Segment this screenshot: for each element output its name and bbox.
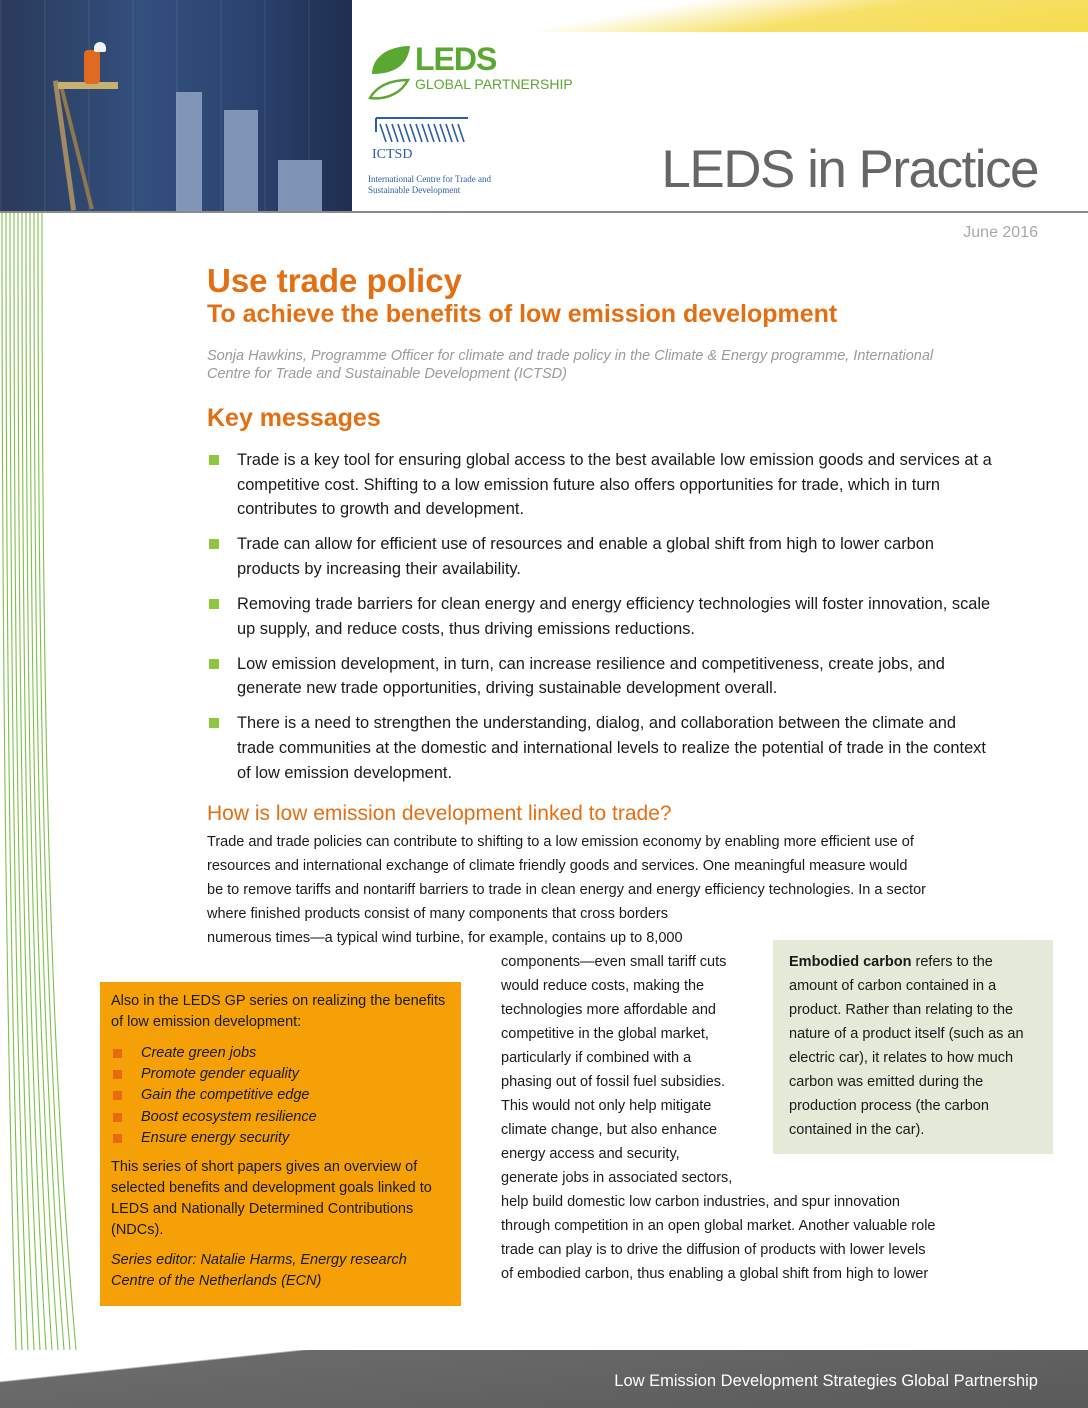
ictsd-mark-icon xyxy=(374,114,470,146)
definition-box xyxy=(773,940,1053,1154)
photo-letter-shape xyxy=(224,110,258,211)
article-subtitle: To achieve the benefits of low emission development xyxy=(207,300,838,328)
series-item xyxy=(111,1043,449,1064)
key-message-item xyxy=(207,652,997,701)
key-message-item xyxy=(207,592,997,641)
body-line: components—even small tariff cuts xyxy=(501,954,727,970)
body-line: technologies more affordable and xyxy=(501,1002,716,1018)
bullet-square-icon xyxy=(113,1070,122,1079)
leds-logo-subtitle: GLOBAL PARTNERSHIP xyxy=(415,76,573,92)
body-line: phasing out of fossil fuel subsidies. xyxy=(501,1074,726,1090)
body-line: generate jobs in associated sectors, xyxy=(501,1170,733,1186)
key-message-text: Trade is a key tool for ensuring global access to the best available low emission goods and services at a competitive cost. Shifting to a low emission future also offers opportunities for trade, which in turn contributes to growth and development. xyxy=(237,451,992,519)
bullet-square-icon xyxy=(113,1049,122,1058)
series-item-label: Promote gender equality xyxy=(141,1066,299,1083)
bullet-square-icon xyxy=(209,659,219,669)
ictsd-logo-word: ICTSD xyxy=(372,147,413,162)
key-message-item xyxy=(207,448,997,522)
body-line: This would not only help mitigate xyxy=(501,1098,712,1114)
page-heading: LEDS in Practice xyxy=(661,140,1038,199)
footer xyxy=(0,1350,1088,1408)
cover-photo xyxy=(0,0,352,211)
body-line: numerous times—a typical wind turbine, for example, contains up to 8,000 xyxy=(207,930,683,946)
bullet-square-icon xyxy=(209,718,219,728)
bullet-square-icon xyxy=(113,1091,122,1100)
footer-text: Low Emission Development Strategies Global Partnership xyxy=(614,1372,1038,1390)
bullet-square-icon xyxy=(113,1113,122,1122)
key-message-text: Trade can allow for efficient use of resources and enable a global shift from high to lower carbon products by increasing their availability. xyxy=(237,535,934,578)
series-item-label: Boost ecosystem resilience xyxy=(141,1108,317,1125)
photo-worker xyxy=(84,50,100,84)
bullet-square-icon xyxy=(209,455,219,465)
header-divider xyxy=(0,211,1088,213)
series-item xyxy=(111,1085,449,1106)
series-item-label: Ensure energy security xyxy=(141,1129,290,1146)
bullet-square-icon xyxy=(113,1134,122,1143)
body-line: be to remove tariffs and nontariff barriers to trade in clean energy and energy efficiency technologies. In a sector xyxy=(207,882,926,898)
definition-term: Embodied carbon xyxy=(789,954,912,970)
bullet-square-icon xyxy=(209,599,219,609)
body-line: where finished products consist of many components that cross borders xyxy=(207,906,669,922)
body-line: energy access and security, xyxy=(501,1146,680,1162)
photo-helmet xyxy=(94,42,106,52)
leaf-icon xyxy=(368,44,412,100)
section-heading: How is low emission development linked to trade? xyxy=(207,802,672,825)
header-yellow-band xyxy=(352,0,1088,32)
body-line: trade can play is to drive the diffusion of products with lower levels xyxy=(501,1242,926,1258)
series-item xyxy=(111,1107,449,1128)
series-item xyxy=(111,1064,449,1085)
leds-logo-word: LEDS xyxy=(415,41,497,77)
photo-letter-shape xyxy=(176,92,202,211)
body-line: climate change, but also enhance xyxy=(501,1122,718,1138)
key-message-item xyxy=(207,711,997,785)
ictsd-logo-subtitle: International Centre for Trade and Sustainable Development xyxy=(368,174,491,195)
series-intro: Also in the LEDS GP series on realizing the benefits of low emission development: xyxy=(111,993,446,1030)
series-list xyxy=(111,1043,449,1149)
body-line: help build domestic low carbon industries, and spur innovation xyxy=(501,1194,900,1210)
key-message-text: Low emission development, in turn, can increase resilience and competitiveness, create jobs, and generate new trade opportunities, driving sustainable development overall. xyxy=(237,654,945,698)
key-messages-list xyxy=(207,448,997,796)
definition-text: refers to the amount of carbon contained in a product. Rather than relating to the nature of a product itself (such as an electric car), it relates to how much carbon was emitted during the production process (the carbon contained in the car). xyxy=(789,954,1024,1138)
body-line: Trade and trade policies can contribute to shifting to a low emission economy by enabling more efficient use of xyxy=(207,834,914,850)
series-item-label: Create green jobs xyxy=(141,1045,257,1061)
key-message-text: Removing trade barriers for clean energy and energy efficiency technologies will foster innovation, scale up supply, and reduce costs, thus driving emissions reductions. xyxy=(237,594,991,638)
article-title: Use trade policy xyxy=(207,262,462,299)
body-line: through competition in an open global market. Another valuable role xyxy=(501,1218,936,1234)
body-paragraph-top xyxy=(207,830,997,950)
body-line: of embodied carbon, thus enabling a global shift from high to lower xyxy=(501,1266,929,1282)
key-message-text: There is a need to strengthen the understanding, dialog, and collaboration between the climate and trade communities at the domestic and international levels to realize the potential of trade in the context of low emission development. xyxy=(237,714,986,782)
body-line: competitive in the global market, xyxy=(501,1026,709,1042)
body-line: particularly if combined with a xyxy=(501,1050,692,1066)
ictsd-logo xyxy=(368,114,498,198)
leds-gp-logo xyxy=(368,42,598,102)
key-messages-heading: Key messages xyxy=(207,404,381,432)
series-item-label: Gain the competitive edge xyxy=(141,1087,310,1104)
series-description: This series of short papers gives an overview of selected benefits and development goals linked to LEDS and Nationally Determined Contributions (NDCs). xyxy=(111,1159,432,1239)
series-editor: Series editor: Natalie Harms, Energy research Centre of the Netherlands (ECN) xyxy=(111,1252,407,1290)
publication-date: June 2016 xyxy=(963,224,1038,241)
series-sidebar-box xyxy=(100,982,461,1306)
decorative-lines xyxy=(0,213,80,1350)
bullet-square-icon xyxy=(209,539,219,549)
photo-letter-shape xyxy=(278,160,322,211)
series-item xyxy=(111,1128,449,1149)
article-author: Sonja Hawkins, Programme Officer for climate and trade policy in the Climate & Energy programme, International Centre for Trade and Sustainable Development (ICTSD) xyxy=(207,348,934,382)
body-line: resources and international exchange of climate friendly goods and services. One meaningful measure would xyxy=(207,858,908,874)
body-line: would reduce costs, making the xyxy=(501,978,705,994)
body-paragraph-column xyxy=(501,950,776,1190)
key-message-item xyxy=(207,532,997,581)
body-paragraph-tail xyxy=(501,1190,981,1286)
